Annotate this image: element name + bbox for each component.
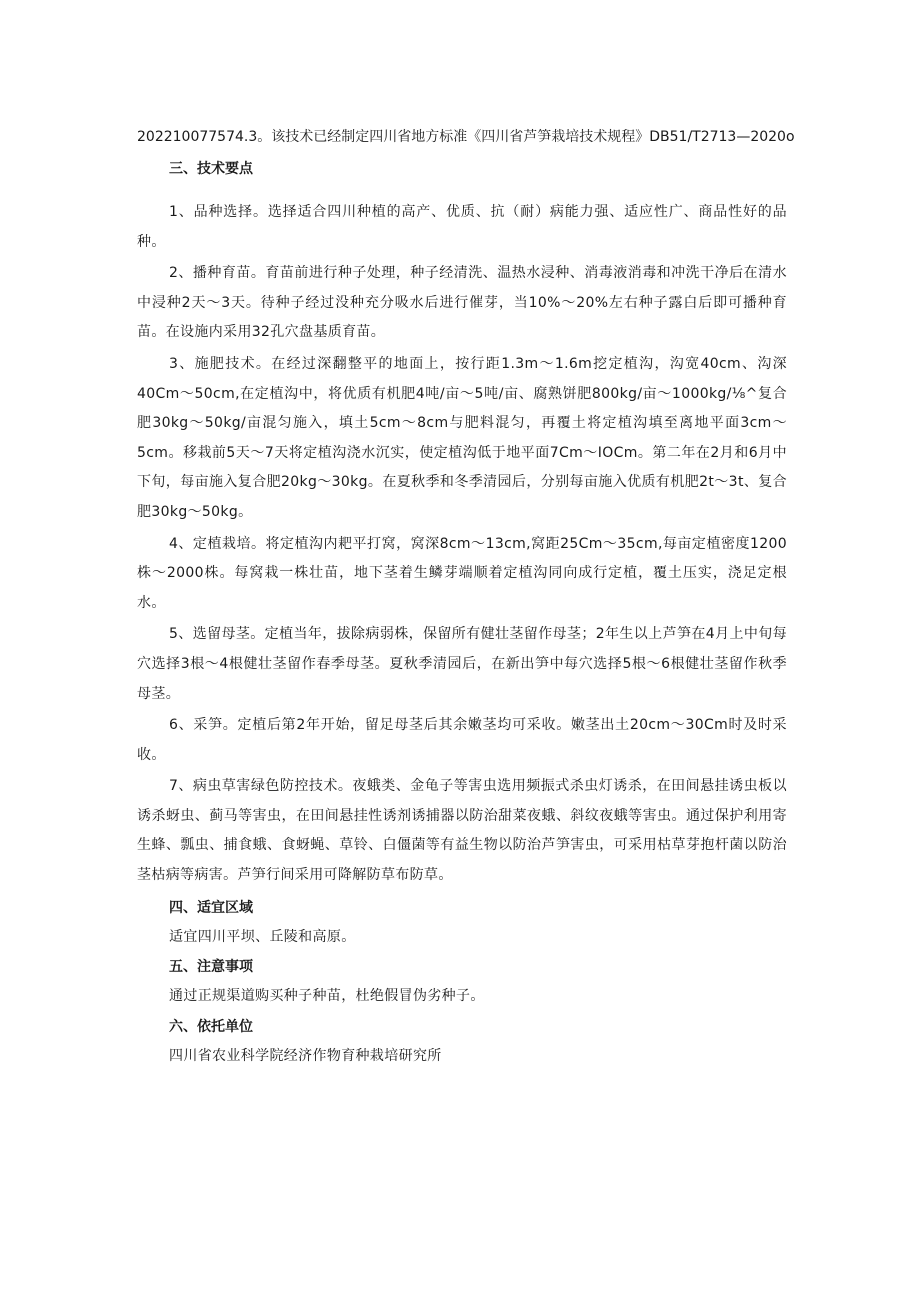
tech-point-variety: 1、品种选择。选择适合四川种植的高产、优质、抗（耐）病能力强、适应性广、商品性好的品种。: [137, 204, 787, 250]
tech-point-harvest: 6、采笋。定植后第2年开始，留足母茎后其余嫩茎均可采收。嫩茎出土20cm～30Cm时及时采收。: [137, 717, 787, 763]
tech-point-seedling: 2、播种育苗。育苗前进行种子处理，种子经清洗、温热水浸种、消毒液消毒和冲洗干净后在清水中浸种2天～3天。待种子经过没种充分吸水后进行催芽，当10%～20%左右种子露白后即可播种育苗。在设施内采用32孔穴盘基质育苗。: [137, 265, 787, 341]
unit-text: 四川省农业科学院经济作物育种栽培研究所: [169, 1047, 442, 1064]
notes-text: 通过正规渠道购买种子种苗，杜绝假冒伪劣种子。: [169, 988, 485, 1005]
section-heading-tech-points: 三、技术要点: [169, 161, 253, 177]
tech-point-fertilizer: 3、施肥技术。在经过深翻整平的地面上，按行距1.3m～1.6m挖定植沟，沟宽40cm、沟深40Cm～50cm,在定植沟中，将优质有机肥4吨/亩～5吨/亩、腐熟饼肥800kg/亩～1000kg/⅛^复合肥30kg～50kg/亩混匀施入，填土5cm～8cm与肥料混匀，再覆土将定植沟填至离地平面3cm～5cm。移栽前5天～7天将定植沟浇水沉实，使定植沟低于地平面7Cm～IOCm。第二年在2月和6月中下旬，每亩施入复合肥20kg～30kg。在夏秋季和冬季清园后，分别每亩施入优质有机肥2t～3t、复合肥30kg～50kg。: [137, 355, 787, 520]
region-text: 适宜四川平坝、丘陵和高原。: [169, 928, 356, 945]
section-heading-unit: 六、依托单位: [169, 1018, 253, 1035]
tech-point-pest-control: 7、病虫草害绿色防控技术。夜蛾类、金龟子等害虫选用频振式杀虫灯诱杀，在田间悬挂诱虫板以诱杀蚜虫、蓟马等害虫，在田间悬挂性诱剂诱捕器以防治甜菜夜蛾、斜纹夜蛾等害虫。通过保护利用寄生蜂、瓢虫、捕食蛾、食蚜蝇、草铃、白僵菌等有益生物以防治芦笋害虫，可采用枯草芽抱杆菌以防治茎枯病等病害。芦笋行间采用可降解防草布防草。: [137, 778, 787, 884]
document-body: [137, 122, 795, 1071]
section-heading-notes: 五、注意事项: [169, 959, 253, 976]
section-heading-region: 四、适宜区域: [169, 899, 253, 916]
tech-point-planting: 4、定植栽培。将定植沟内耙平打窝，窝深8cm～13cm,窝距25Cm～35cm,每亩定植密度1200株～2000株。每窝栽一株壮苗，地下茎着生鳞芽端顺着定植沟同向成行定植，覆土压实，浇足定根水。: [137, 535, 787, 611]
tech-point-mother-stems: 5、选留母茎。定植当年，拔除病弱株，保留所有健壮茎留作母茎；2年生以上芦笋在4月上中旬每穴选择3根～4根健壮茎留作春季母茎。夏秋季清园后，在新出笋中每穴选择5根～6根健壮茎留作秋季母茎。: [137, 626, 787, 702]
lead-line: 202210077574.3。该技术已经制定四川省地方标准《四川省芦笋栽培技术规程》DB51/T2713—2020o: [137, 129, 795, 145]
